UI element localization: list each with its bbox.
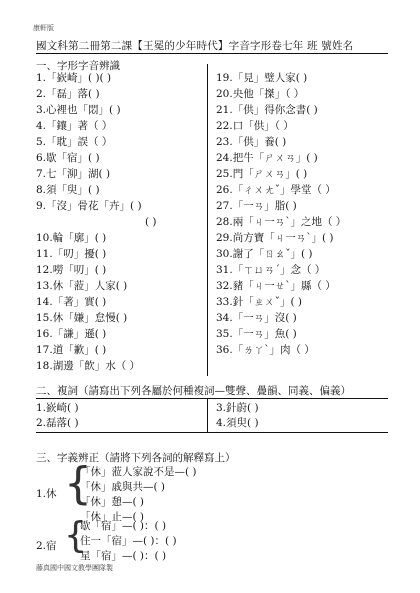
s3-q2-item-2: 住一「宿」—( )：( )	[80, 535, 177, 547]
s1-right-item-31: 31.「ㄒㄩㄢˊ」念（ ）	[216, 264, 326, 276]
s1-left-item-12: 12.嘮「叨」( )	[36, 264, 107, 276]
section1-heading: 一、字形字音辨識	[36, 60, 120, 72]
s1-left-item-1: 1.「嶔崎」( )( )	[36, 72, 112, 84]
s1-left-item-6: 6.歇「宿」( )	[36, 152, 100, 164]
s1-right-item-36: 36.「ㄌㄚˋ」肉（ ）	[216, 344, 315, 356]
s3-q1-item-2: 「休」戚與共—( )	[80, 481, 166, 493]
s1-left-item-5: 5.「耽」誤（ ）	[36, 136, 113, 148]
s3-q2-brace: {	[64, 515, 87, 556]
s1-right-item-22: 22.口「供」（ ）	[216, 120, 294, 132]
section2-heading: 二、複詞（請寫出下列各屬於何種複詞—雙聲、疊韻、同義、偏義）	[36, 385, 351, 397]
s1-left-item-3: 3.心裡也「悶」( )	[36, 104, 121, 116]
section3-heading: 三、字義辨正（請將下列各詞的解釋寫上）	[36, 452, 236, 464]
section2-divider	[207, 399, 208, 432]
s1-right-item-28: 28.兩「ㄐ一ㄢˋ」之地（ ）	[216, 216, 347, 228]
s1-left-item-15: 15.休「嫌」怠慢( )	[36, 312, 128, 324]
s1-left-item-10: 10.輪「廓」( )	[36, 232, 107, 244]
s1-left-item-18: 18.湖邊「飲」水（ ）	[36, 360, 141, 372]
s2-item-1: 1.嶔崎( )	[36, 402, 79, 414]
s1-right-item-20: 20.央他「搩」（ ）	[216, 88, 305, 100]
s1-left-item-8: 8.須「臾」( )	[36, 184, 100, 196]
s1-right-item-29: 29.尚方寶「ㄐ一ㄢˋ」( )	[216, 232, 334, 244]
s1-right-item-21: 21.「供」得你念書( )	[216, 104, 318, 116]
s1-left-item-13: 13.休「蒞」人家( )	[36, 280, 128, 292]
title-underline	[36, 53, 388, 54]
s1-right-item-32: 32.豬「ㄐ一ㄝˋ」縣（ ）	[216, 280, 336, 292]
s1-left-item-4: 4.「鑲」著（ ）	[36, 120, 113, 132]
s3-q1-item-3: 「休」憩—( )	[80, 496, 145, 508]
footer-credit: 藤真國中國文教學團隊製	[36, 564, 113, 572]
publisher-label: 康軒版	[33, 24, 54, 32]
s3-q2-item-3: 星「宿」—( )：( )	[80, 550, 167, 562]
s3-q2-label: 2.宿	[36, 540, 57, 552]
s1-right-item-27: 27.「一ㄢ」脂( )	[216, 200, 297, 212]
s1-right-item-34: 34.「一ㄢ」沒( )	[216, 312, 297, 324]
page-title: 國文科第二冊第二課【王冕的少年時代】字音字形卷七年 班 號姓名	[36, 40, 354, 52]
s2-item-4: 4.須臾( )	[216, 417, 259, 429]
s1-right-item-35: 35.「一ㄢ」魚( )	[216, 328, 297, 340]
s2-item-2: 2.磊落( )	[36, 417, 79, 429]
s3-q1-brace: {	[64, 458, 92, 509]
s1-left-item-14: 14.「著」實( )	[36, 296, 107, 308]
s1-right-item-25: 25.門「ㄕㄨㄢ」( )	[216, 168, 308, 180]
s1-left-item-11: 11.「叨」擾( )	[36, 248, 107, 260]
s1-left-item-7: 7.七「泖」湖( )	[36, 168, 111, 180]
s1-right-item-19: 19.「見」璧人家( )	[216, 72, 308, 84]
s1-right-item-26: 26.「ㄔㄨㄤˇ」學堂（ ）	[216, 184, 336, 196]
s1-left-item-9-second-blank: ( )	[145, 216, 157, 228]
s2-item-3: 3.針蔚( )	[216, 402, 259, 414]
s1-right-item-23: 23.「供」養( )	[216, 136, 287, 148]
s3-q2-item-1: 歇「宿」—( )：( )	[80, 520, 167, 532]
s3-q1-label: 1.休	[36, 488, 57, 500]
s1-left-item-9: 9.「沒」骨花「卉」( )	[36, 200, 142, 212]
s3-q1-item-4: 「休」止—( )	[80, 511, 145, 523]
section2-bottom-rule	[36, 432, 388, 433]
s1-right-item-24: 24.把牛「ㄕㄨㄢ」( )	[216, 152, 318, 164]
section2-top-rule	[36, 398, 388, 399]
column-divider	[207, 64, 208, 376]
s3-q1-item-1: 「休」蒞人家說不是—( )	[80, 466, 197, 478]
s1-left-item-2: 2.「磊」落( )	[36, 88, 100, 100]
s1-right-item-33: 33.針「ㄓㄨˇ」( )	[216, 296, 302, 308]
s1-right-item-30: 30.謝了「ㄖㄠˇ」( )	[216, 248, 313, 260]
s1-left-item-16: 16.「謙」遜( )	[36, 328, 107, 340]
s1-left-item-17: 17.道「歉」( )	[36, 344, 107, 356]
